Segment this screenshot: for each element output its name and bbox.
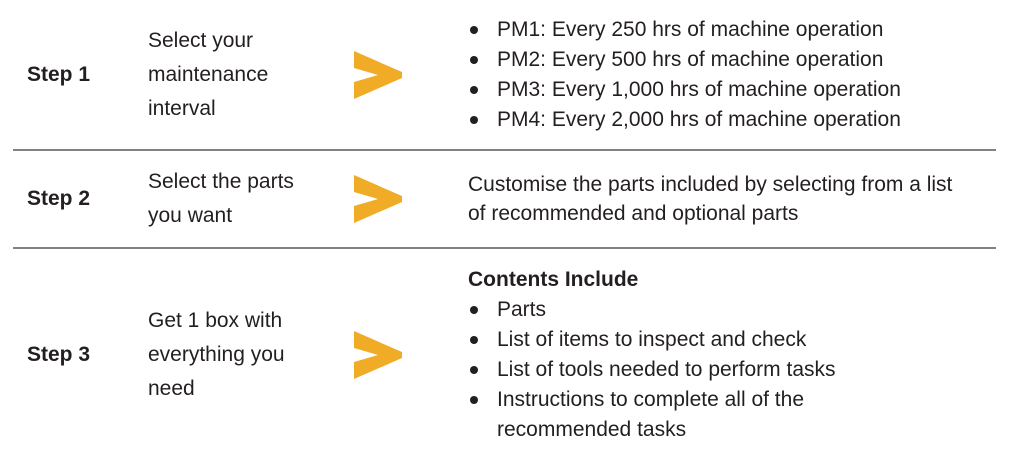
list-item-text: List of tools needed to perform tasks bbox=[497, 358, 836, 381]
step-2-description: Select the parts you want bbox=[148, 170, 294, 227]
step-3-description-cell bbox=[148, 304, 338, 406]
list-item bbox=[468, 75, 1009, 105]
list-item bbox=[468, 15, 1009, 45]
list-item-text: PM2: Every 500 hrs of machine operation bbox=[497, 47, 884, 71]
step-3-content-heading: Contents Include bbox=[468, 268, 639, 291]
bullet-icon bbox=[470, 396, 478, 404]
step-2-description-cell bbox=[148, 165, 338, 233]
bullet-icon bbox=[470, 306, 478, 314]
pm-interval-list bbox=[468, 15, 1009, 135]
step-1-chevron-cell bbox=[338, 47, 418, 103]
step-1-description: Select your maintenance interval bbox=[148, 28, 269, 120]
bullet-icon bbox=[470, 116, 478, 124]
bullet-icon bbox=[470, 366, 478, 374]
list-item bbox=[468, 105, 1009, 135]
step-1-label: Step 1 bbox=[27, 62, 91, 86]
step-2-content bbox=[418, 170, 1009, 228]
step-row-1 bbox=[0, 0, 1009, 149]
step-row-3 bbox=[0, 249, 1009, 461]
bullet-icon bbox=[470, 336, 478, 344]
step-3-label-cell bbox=[27, 338, 148, 372]
step-2-label-cell bbox=[27, 182, 148, 216]
contents-include-list bbox=[468, 295, 1009, 445]
step-1-description-cell bbox=[148, 24, 338, 126]
step-3-description: Get 1 box with everything you need bbox=[148, 309, 285, 400]
list-item bbox=[468, 45, 1009, 75]
list-item-text: Parts bbox=[497, 298, 547, 321]
list-item-text: PM1: Every 250 hrs of machine operation bbox=[497, 17, 884, 41]
bullet-icon bbox=[470, 86, 478, 94]
list-item bbox=[468, 385, 882, 445]
step-2-label: Step 2 bbox=[27, 187, 91, 210]
chevron-right-icon bbox=[350, 47, 406, 103]
bullet-icon bbox=[470, 56, 478, 64]
step-3-chevron-cell bbox=[338, 327, 418, 383]
chevron-right-icon bbox=[350, 327, 406, 383]
step-row-2 bbox=[0, 151, 1009, 247]
list-item bbox=[468, 295, 882, 325]
list-item-text: PM4: Every 2,000 hrs of machine operation bbox=[497, 107, 901, 131]
bullet-icon bbox=[470, 26, 478, 34]
step-2-content-text: Customise the parts included by selecting from a list of recommended and optional parts bbox=[468, 173, 953, 225]
step-3-content bbox=[418, 265, 1009, 445]
list-item-text: PM3: Every 1,000 hrs of machine operation bbox=[497, 77, 901, 101]
step-1-label-cell bbox=[27, 58, 148, 92]
step-2-chevron-cell bbox=[338, 171, 418, 227]
list-item-text: Instructions to complete all of the recommended tasks bbox=[497, 388, 804, 441]
step-3-label: Step 3 bbox=[27, 343, 91, 366]
list-item bbox=[468, 325, 882, 355]
step-1-content bbox=[418, 15, 1009, 135]
list-item-text: List of items to inspect and check bbox=[497, 328, 807, 351]
list-item bbox=[468, 355, 882, 385]
chevron-right-icon bbox=[350, 171, 406, 227]
